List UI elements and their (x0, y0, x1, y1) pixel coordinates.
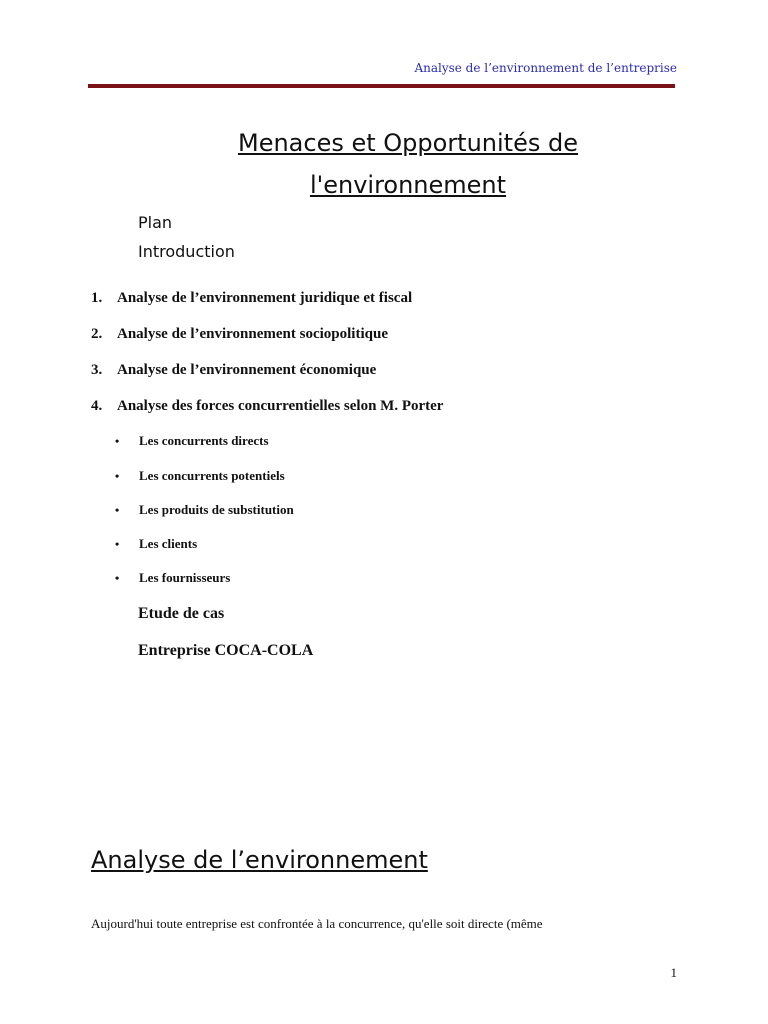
body-paragraph: Aujourd'hui toute entreprise est confrontée à la concurrence, qu'elle soit directe (même (91, 916, 543, 931)
porter-force-text: Les clients (139, 536, 198, 551)
porter-force-text: Les concurrents directs (139, 433, 269, 448)
bullet-icon: • (115, 503, 120, 517)
case-study-label: Etude de cas (138, 605, 225, 622)
porter-force-text: Les fournisseurs (139, 570, 231, 585)
title-line-1: Menaces et Opportunités de (237, 129, 578, 157)
toc-text: Analyse de l’environnement sociopolitique (117, 326, 388, 342)
title-line-2: l'environnement (309, 171, 507, 199)
toc-text: Analyse de l’environnement économique (117, 362, 377, 378)
header-rule (88, 84, 675, 88)
introduction-label: Introduction (138, 242, 235, 261)
page-number: 1 (670, 965, 677, 980)
toc-item (91, 326, 388, 343)
bullet-icon: • (115, 469, 120, 483)
bullet-icon: • (115, 537, 120, 551)
toc-text: Analyse des forces concurrentielles selon M. Porter (117, 398, 444, 414)
section-heading: Analyse de l’environnement (91, 846, 428, 874)
document-title (88, 122, 728, 206)
toc-number: 2. (91, 326, 103, 342)
porter-force-item (115, 502, 294, 518)
toc-item (91, 290, 412, 307)
toc-item (91, 362, 376, 379)
running-header: Analyse de l’environnement de l’entreprise (414, 61, 677, 75)
porter-force-item (115, 433, 269, 449)
toc-number: 3. (91, 362, 103, 378)
porter-force-text: Les concurrents potentiels (139, 468, 285, 483)
toc-number: 4. (91, 398, 103, 414)
toc-text: Analyse de l’environnement juridique et fiscal (117, 290, 413, 306)
bullet-icon: • (115, 571, 120, 585)
toc-number: 1. (91, 290, 103, 306)
bullet-icon: • (115, 434, 120, 448)
toc-item (91, 398, 443, 415)
porter-force-text: Les produits de substitution (139, 502, 294, 517)
porter-force-item (115, 468, 285, 484)
porter-force-item (115, 536, 197, 552)
porter-force-item (115, 570, 230, 586)
case-study-company: Entreprise COCA-COLA (138, 642, 314, 659)
plan-label: Plan (138, 213, 173, 232)
